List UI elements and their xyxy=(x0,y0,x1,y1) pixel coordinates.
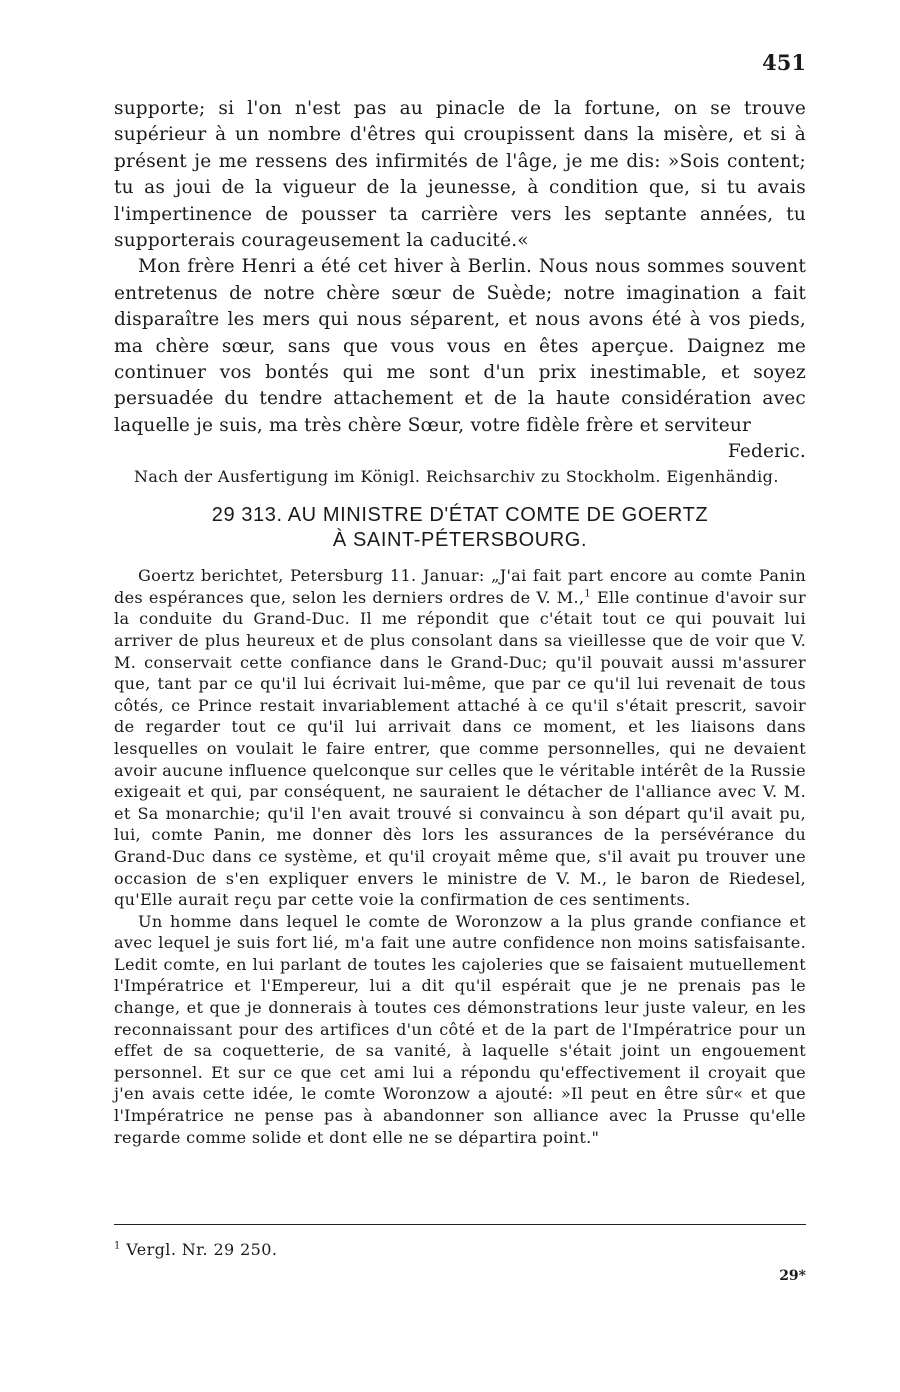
heading-line-1: 29 313. AU MINISTRE D'ÉTAT COMTE DE GOERTZ xyxy=(211,504,709,527)
letter-paragraph-2: Mon frère Henri a été cet hiver à Berlin. Nous nous sommes souvent entretenus de notre chère sœur de Suède; notre imagination a fait disparaître les mers qui nous séparent, et nous avons été à vos pieds, ma chère sœur, sans que vous vous en êtes aperçue. Daignez me continuer vos bontés qui me sont d'un prix inestimable, et soyez persuadée du tendre attachement et de la haute considération avec laquelle je suis, ma très chère Sœur, votre fidèle frère et serviteur xyxy=(114,256,806,436)
footnote-text: Vergl. Nr. 29 250. xyxy=(120,1240,278,1259)
letter-signature: Federic. xyxy=(727,441,806,463)
printer-signature-mark: 29* xyxy=(779,1268,806,1284)
footnote xyxy=(114,1240,277,1259)
report-paragraph-2: Un homme dans lequel le comte de Woronzow a la plus grande confiance et avec lequel je suis fort lié, m'a fait une autre confidence non moins satisfaisante. Ledit comte, en lui parlant de toutes les cajoleries que se faisaient mutuellement l'Impératrice et l'Empereur, lui a dit qu'il espérait que je ne prenais pas le change, et que je donnerais à toutes ces démonstrations leur juste valeur, en les reconnaissant pour des artifices d'un côté et de la part de l'Impératrice pour un effet de sa coquetterie, de sa vanité, à laquelle s'était joint un engouement personnel. Et sur ce que cet ami lui a répondu qu'effectivement il croyait que j'en avais cette idée, le comte Woronzow a ajouté: »Il peut en être sûr« et que l'Impératrice ne pense pas à abandonner son alliance avec la Prusse qu'elle regarde comme solide et dont elle ne se départira point." xyxy=(114,911,806,1147)
report-paragraph-1-rest: Elle continue d'avoir sur la conduite du Grand-Duc. Il me répondit que c'était tout ce qui pouvait lui arriver de plus heureux et de plus consolant dans sa vieillesse que de voir que V. M. conservait cette confiance dans le Grand-Duc; qu'il pouvait aussi m'assurer que, tant par ce qu'il lui écrivait lui-même, que par ce qu'il lui revenait de tous côtés, ce Prince restait invariablement attaché à ce qu'il s'était prescrit, savoir de regarder tout ce qu'il lui arrivait dans ce moment, et les liaisons dans lesquelles on voulait le faire entrer, que comme personnelles, qui ne devaient avoir aucune influence quelconque sur celles que le véritable intérêt de la Russie exigeait et qui, par conséquent, ne sauraient le détacher de l'alliance avec V. M. et Sa monarchie; qu'il l'en avait trouvé si convaincu à son départ qu'il avait pu, lui, comte Panin, me donner dès lors les assurances de la persévérance du Grand-Duc dans ce système, et qu'il croyait même que, s'il avait pu trouver une occasion de s'en expliquer envers le ministre de V. M., le baron de Riedesel, qu'Elle aurait reçu par cette voie la confirmation de ces sentiments. xyxy=(114,587,806,910)
report-paragraph-1-start: Goertz berichtet, Petersburg 11. Januar: „J'ai fait part encore au comte Panin des espérances que, selon les derniers ordres de V. M., xyxy=(114,566,806,607)
footnote-reference: 1 xyxy=(584,588,592,600)
source-note: Nach der Ausfertigung im Königl. Reichsarchiv zu Stockholm. Eigenhändig. xyxy=(134,466,779,486)
heading-line-2: À SAINT-PÉTERSBOURG. xyxy=(332,529,588,552)
page-number: 451 xyxy=(762,50,806,75)
letter-paragraph-1: supporte; si l'on n'est pas au pinacle de la fortune, on se trouve supérieur à un nombre d'êtres qui croupissent dans la misère, et si à présent je me ressens des infirmités de l'âge, je me dis: »Sois content; tu as joui de la vigueur de la jeunesse, à condition que, si tu avais l'impertinence de pousser ta carrière vers les septante années, tu supporterais courageusement la caducité.« xyxy=(114,98,806,252)
report-paragraph-1 xyxy=(114,565,806,911)
footnote-divider xyxy=(114,1224,806,1225)
footnote-marker: 1 xyxy=(114,1240,121,1252)
body-text xyxy=(114,96,806,1148)
document-heading xyxy=(114,503,806,553)
